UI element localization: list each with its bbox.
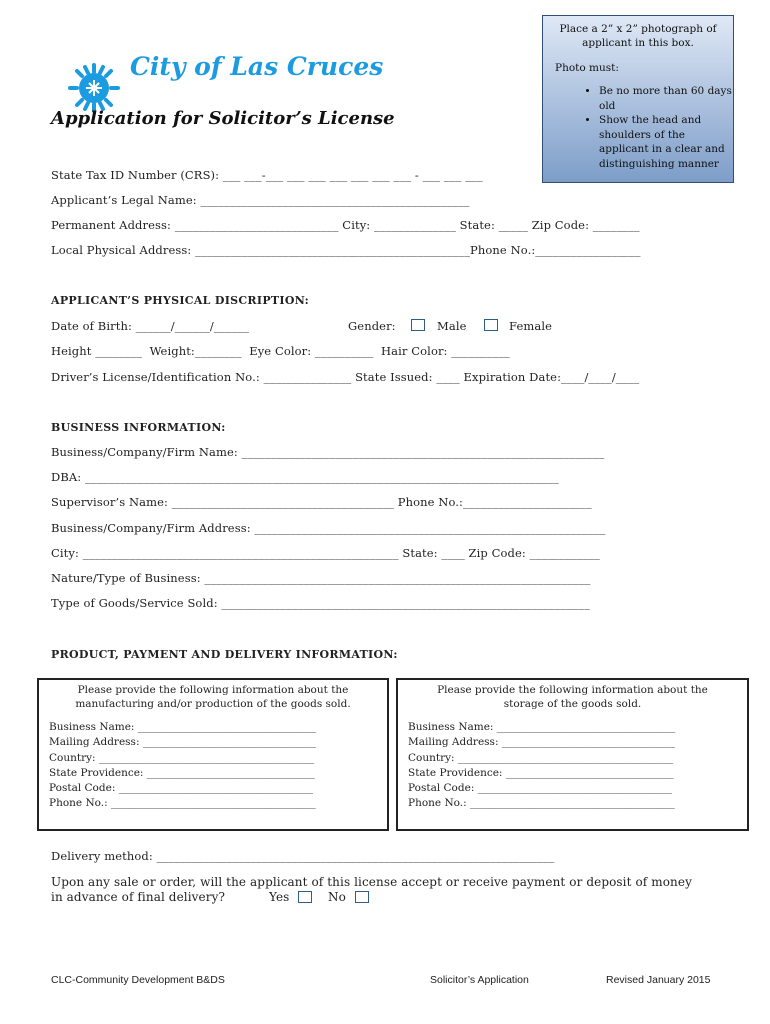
- no-label: No: [328, 890, 346, 904]
- male-label: Male: [437, 319, 467, 333]
- city-logo-icon: [54, 44, 114, 94]
- org-name: City of Las Cruces: [130, 52, 384, 81]
- footer-department: CLC-Community Development B&DS: [51, 974, 225, 986]
- business-section-heading: BUSINESS INFORMATION:: [51, 421, 226, 434]
- footer-document-name: Solicitor’s Application: [430, 974, 529, 986]
- no-checkbox[interactable]: [355, 891, 369, 903]
- yes-label: Yes: [269, 890, 290, 904]
- storage-info-box: [396, 678, 749, 831]
- form-title: Application for Solicitor’s License: [51, 108, 395, 129]
- permanent-address-field[interactable]: Permanent Address: ____________________________ City: ______________ State: _____ Zip Code: ________: [51, 218, 640, 232]
- goods-sold-field[interactable]: Type of Goods/Service Sold: _______________________________________________________________: [51, 596, 590, 610]
- business-nature-field[interactable]: Nature/Type of Business: __________________________________________________________________: [51, 571, 591, 585]
- female-checkbox[interactable]: [484, 319, 498, 331]
- local-address-field[interactable]: Local Physical Address: _______________________________________________Phone No.:__________________: [51, 243, 641, 257]
- manufacturing-box-fields[interactable]: Business Name: __________________________________ Mailing Address: _________________________________ Country: _________________________________________ State Providence: ________________________________ Postal Code: _____________________________________ Phone No.: _______________________________________: [49, 721, 317, 810]
- storage-box-fields[interactable]: Business Name: __________________________________ Mailing Address: _________________________________ Country: _________________________________________ State Providence: ________________________________ Postal Code: _____________________________________ Phone No.: _______________________________________: [408, 721, 676, 810]
- business-city-field[interactable]: City: ______________________________________________________ State: ____ Zip Code: ____________: [51, 546, 600, 560]
- product-section-heading: PRODUCT, PAYMENT AND DELIVERY INFORMATION:: [51, 648, 398, 661]
- yes-checkbox[interactable]: [298, 891, 312, 903]
- photo-requirements: [543, 84, 733, 172]
- photo-instruction: Place a 2” x 2” photograph of applicant in this box.: [559, 23, 717, 49]
- photo-requirement: • Show the head and shoulders of the applicant in a clear and distinguishing manner: [599, 113, 733, 171]
- manufacturing-info-box: [37, 678, 389, 831]
- delivery-method-field[interactable]: Delivery method: ____________________________________________________________________: [51, 849, 555, 863]
- physical-section-heading: APPLICANT’S PHYSICAL DISCRIPTION:: [51, 294, 310, 307]
- business-address-field[interactable]: Business/Company/Firm Address: ____________________________________________________________: [51, 521, 606, 535]
- dba-field[interactable]: DBA: _________________________________________________________________________________: [51, 470, 559, 484]
- footer-revision: Revised January 2015: [606, 974, 711, 986]
- photo-box: [542, 15, 734, 183]
- storage-box-header: Please provide the following information about the storage of the goods sold.: [437, 684, 708, 710]
- measurements-field[interactable]: Height ________ Weight:________ Eye Color: __________ Hair Color: __________: [51, 344, 510, 358]
- dob-field[interactable]: Date of Birth: ______/______/______: [51, 319, 249, 333]
- payment-question: Upon any sale or order, will the applicant of this license accept or receive payment or deposit of money: [51, 875, 692, 889]
- payment-question-cont: in advance of final delivery?: [51, 890, 225, 904]
- photo-requirement: • Be no more than 60 days old: [599, 84, 733, 113]
- photo-must-label: Photo must:: [555, 62, 619, 74]
- gender-label: Gender:: [348, 319, 396, 333]
- tax-id-field[interactable]: State Tax ID Number (CRS): ___ ___-___ ___ ___ ___ ___ ___ ___ - ___ ___ ___: [51, 168, 483, 182]
- supervisor-field[interactable]: Supervisor’s Name: ______________________________________ Phone No.:______________________: [51, 495, 592, 509]
- manufacturing-box-header: Please provide the following information about the manufacturing and/or production of the goods sold.: [75, 684, 351, 710]
- legal-name-field[interactable]: Applicant’s Legal Name: ______________________________________________: [51, 193, 470, 207]
- business-name-field[interactable]: Business/Company/Firm Name: ______________________________________________________________: [51, 445, 605, 459]
- female-label: Female: [509, 319, 553, 333]
- license-field[interactable]: Driver’s License/Identification No.: _______________ State Issued: ____ Expiration Date:____/____/____: [51, 370, 640, 384]
- male-checkbox[interactable]: [411, 319, 425, 331]
